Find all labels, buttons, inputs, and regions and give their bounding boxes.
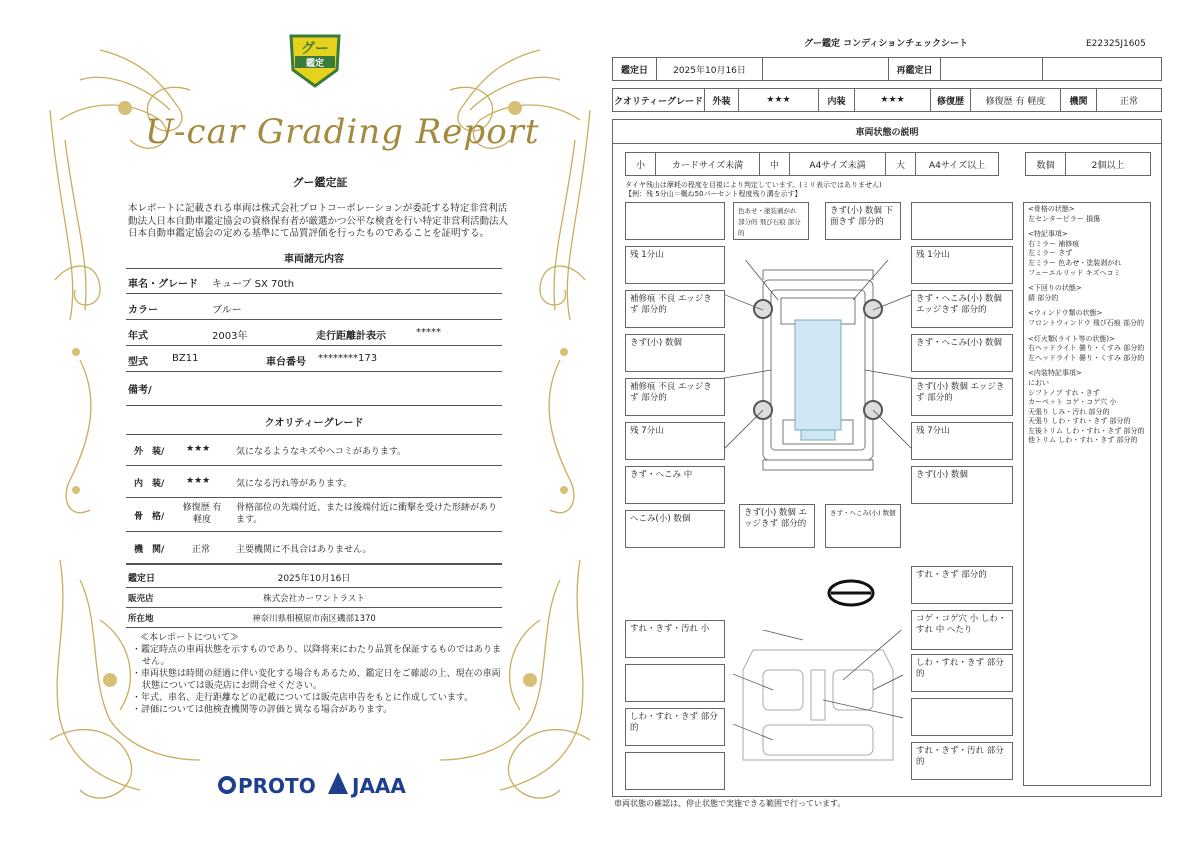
side-note: 天張り しみ・汚れ 部分的 bbox=[1028, 407, 1110, 416]
sheet-date-value: 2025年10月16日 bbox=[657, 58, 763, 80]
emblem-text: グー bbox=[301, 41, 329, 57]
side-note: フロントウィンドウ 飛び石痕 部分的 bbox=[1028, 318, 1145, 327]
dealer-label: 販売店 bbox=[128, 594, 154, 604]
sheet-date-label: 鑑定日 bbox=[613, 58, 657, 80]
interior-box-5: しわ・すれ・きず 部分的 bbox=[625, 708, 725, 746]
spec-row-color bbox=[126, 294, 502, 320]
tire-front-right: 残 1分山 bbox=[911, 246, 1013, 284]
interior-desc: 気になる汚れ等があります。 bbox=[236, 479, 353, 489]
note-item: ・年式、車名、走行距離などの記載については販売店申告をもとに作成しています。 bbox=[132, 693, 474, 703]
side-note: シフトノブ すれ・きず bbox=[1028, 388, 1100, 397]
note-item: ・車両状態は時間の経過に伴い変化する場合もあるため、鑑定日をご確認の上、現在の車両状態については販売店にお問合せください。 bbox=[132, 669, 501, 691]
year-label: 年式 bbox=[128, 331, 148, 342]
frame-label: 骨 格/ bbox=[134, 512, 165, 522]
legend-large: 大 bbox=[886, 153, 916, 175]
interior-stars: ★★★ bbox=[186, 476, 211, 486]
interior-box-8: すれ・きず・汚れ 部分的 bbox=[911, 742, 1013, 780]
spec-row-type bbox=[126, 346, 502, 372]
side-note: カーペット コゲ・コゲ穴 小 bbox=[1028, 398, 1117, 407]
annotation-rear-1: きず(小) 数個 エッジきず 部分的 bbox=[739, 504, 815, 548]
type-label: 型式 bbox=[128, 357, 148, 368]
engine-grade: 正常 bbox=[192, 545, 211, 555]
jaaa-logo-icon bbox=[328, 772, 348, 794]
address-label: 所在地 bbox=[128, 614, 154, 624]
steering-wheel-icon bbox=[825, 578, 877, 608]
grade-row-engine bbox=[126, 532, 502, 564]
engine-label: 機 関/ bbox=[134, 545, 165, 555]
tire-rear-right: 残 7分山 bbox=[911, 422, 1013, 460]
side-note: 他トリム しわ・すれ・きず 部分的 bbox=[1028, 436, 1138, 445]
grade-row-frame bbox=[126, 498, 502, 532]
side-note: <特記事項> bbox=[1028, 230, 1068, 239]
model-label: 車名・グレード bbox=[128, 279, 198, 290]
car-interior-diagram bbox=[733, 630, 903, 770]
color-value: ブルー bbox=[212, 305, 242, 316]
interior-box-3 bbox=[625, 664, 725, 702]
jaaa-logo: JAAA bbox=[352, 774, 406, 798]
proto-logo: PROTO bbox=[238, 774, 316, 798]
date-label: 鑑定日 bbox=[128, 574, 156, 584]
interior-label: 内 装/ bbox=[134, 479, 165, 489]
annotation-left-3: 補修痕 不良 エッジきず 部分的 bbox=[625, 378, 725, 416]
address-value: 神奈川県相模原市南区磯部1370 bbox=[252, 614, 376, 624]
side-note: <下回りの状態> bbox=[1028, 284, 1082, 293]
chassis-label: 車台番号 bbox=[266, 357, 306, 368]
type-value: BZ11 bbox=[172, 353, 199, 364]
model-value: キューブ SX 70th bbox=[212, 279, 295, 290]
int-label: 内装 bbox=[819, 89, 855, 111]
side-note: 左ヘッドライト 曇り・くすみ 部分的 bbox=[1028, 353, 1145, 362]
footer-note: 車両状態の確認は、停止状態で実施できる範囲で行っています。 bbox=[614, 799, 846, 808]
interior-box-7 bbox=[625, 752, 725, 790]
car-top-diagram bbox=[723, 260, 933, 480]
annotation-rear-2: きず・へこみ(小) 数個 bbox=[825, 504, 901, 548]
date-value: 2025年10月16日 bbox=[277, 574, 351, 584]
info-row-address bbox=[126, 608, 502, 628]
grading-report bbox=[40, 20, 600, 840]
blank-cell bbox=[763, 58, 889, 80]
engine-label: 機関 bbox=[1061, 89, 1097, 111]
exterior-stars: ★★★ bbox=[186, 444, 211, 454]
date-row bbox=[612, 57, 1162, 81]
side-note: 右ミラー 補修痕 bbox=[1028, 239, 1080, 248]
report-title: U-car Grading Report bbox=[145, 112, 540, 152]
interior-box-6 bbox=[911, 698, 1013, 736]
sheet-title: グー鑑定 コンディションチェックシート bbox=[804, 39, 968, 49]
remarks-label: 備考/ bbox=[128, 385, 152, 396]
tire-note: タイヤ残山は摩耗の程度を目視により判定しています。(ミリ表示ではありません) bbox=[625, 181, 882, 189]
cond-heading: 車両状態の説明 bbox=[613, 120, 1161, 144]
side-note: <骨格の状態> bbox=[1028, 205, 1075, 213]
frame-desc: 骨格部位の先端付近、または後端付近に衝撃を受けた形跡があります。 bbox=[236, 503, 498, 525]
quality-row bbox=[612, 88, 1162, 112]
note-item: ・評価については他検査機関等の評価と異なる場合があります。 bbox=[132, 705, 393, 715]
grade-row-exterior bbox=[126, 434, 502, 466]
spec-row-year bbox=[126, 320, 502, 346]
annotation-left-5: へこみ(小) 数個 bbox=[625, 510, 725, 548]
report-notes bbox=[128, 632, 508, 716]
side-note: 錆 部分的 bbox=[1028, 293, 1059, 302]
condition-check-sheet bbox=[606, 30, 1166, 820]
info-row-date bbox=[126, 564, 502, 588]
condition-panel bbox=[612, 119, 1162, 797]
year-value: 2003年 bbox=[212, 331, 248, 342]
annotation-left-2: きず(小) 数個 bbox=[625, 334, 725, 372]
cert-text: 本レポートに記載される車両は株式会社プロトコーポレーションが委託する特定非営利活動法人日本自動車鑑定協会の資格保有者が厳選かつ公平な検査を行い特定非営利活動法人日本自動車鑑定協会の定める基準にて品質評価を行ったものであることを証明する。 bbox=[128, 203, 509, 239]
ext-label: 外装 bbox=[705, 89, 739, 111]
side-note: 天張り しわ・すれ・きず 部分的 bbox=[1028, 417, 1131, 426]
repair-value: 修復歴 有 軽度 bbox=[971, 89, 1061, 111]
side-note: <灯火類(ライト等の状態)> bbox=[1028, 334, 1115, 343]
annotation-right-2: きず・へこみ(小) 数個 bbox=[911, 334, 1013, 372]
emblem-subtext: 鑑定 bbox=[305, 59, 324, 69]
tire-rear-left: 残 7分山 bbox=[625, 422, 725, 460]
interior-box-2: コゲ・コゲ穴 小 しわ・すれ 中 へたり bbox=[911, 610, 1013, 650]
goo-kantei-emblem bbox=[287, 30, 343, 90]
size-legend bbox=[625, 152, 999, 176]
side-note: <内装特記事項> bbox=[1028, 369, 1082, 378]
info-row-dealer bbox=[126, 588, 502, 608]
ext-stars: ★★★ bbox=[739, 89, 819, 111]
proto-logo-icon bbox=[218, 776, 236, 794]
re-date-value bbox=[941, 58, 1043, 80]
chassis-value: ********173 bbox=[318, 353, 378, 364]
cert-heading: グー鑑定証 bbox=[292, 176, 348, 189]
re-date-label: 再鑑定日 bbox=[889, 58, 941, 80]
interior-box-4: しわ・すれ・きず 部分的 bbox=[911, 654, 1013, 692]
color-label: カラー bbox=[128, 305, 158, 316]
tire-front-left: 残 1分山 bbox=[625, 246, 725, 284]
count-label: 数個 bbox=[1026, 153, 1066, 175]
engine-value: 正常 bbox=[1119, 96, 1138, 107]
side-notes bbox=[1023, 202, 1151, 786]
dealer-value: 株式会社カーワントラスト bbox=[263, 594, 365, 604]
side-note: 右ヘッドライト 曇り・くすみ 部分的 bbox=[1028, 344, 1145, 353]
qg-label: クオリティーグレード bbox=[613, 89, 705, 111]
side-note: 左ミラー きず bbox=[1028, 249, 1073, 258]
side-note: 左ミラー 色あせ・塗装剥がれ bbox=[1028, 258, 1122, 267]
note-item: ・鑑定時点の車両状態を示すものであり、以降将来にわたり品質を保証するものではありません。 bbox=[132, 645, 502, 667]
notes-heading: ≪本レポートについて≫ bbox=[140, 633, 239, 643]
exterior-label: 外 装/ bbox=[134, 447, 165, 457]
annotation-box-b2: 色あせ・塗装剥がれ 部分的 飛び石痕 部分的 bbox=[733, 202, 809, 240]
count-value: 2個以上 bbox=[1091, 160, 1125, 171]
annotation-left-1: 補修痕 不良 エッジきず 部分的 bbox=[625, 290, 725, 328]
sheet-id: E22325J1605 bbox=[1086, 39, 1146, 49]
annotation-box-b4 bbox=[911, 202, 1013, 240]
exterior-desc: 気になるようなキズやヘコミがあります。 bbox=[236, 447, 407, 457]
annotation-right-1: きず・へこみ(小) 数個 エッジきず 部分的 bbox=[911, 290, 1013, 328]
annotation-right-4: きず(小) 数個 bbox=[911, 466, 1013, 504]
steering-annotation: すれ・きず 部分的 bbox=[911, 566, 1013, 604]
annotation-box-b3: きず(小) 数個 下面きず 部分的 bbox=[825, 202, 901, 240]
repair-label: 修復歴 bbox=[931, 89, 971, 111]
interior-box-1: すれ・きず・汚れ 小 bbox=[625, 620, 725, 658]
mileage-label: 走行距離計表示 bbox=[316, 331, 386, 342]
int-stars: ★★★ bbox=[855, 89, 931, 111]
side-note: 左センターピラー 損傷 bbox=[1028, 214, 1100, 223]
spec-row-model bbox=[126, 268, 502, 294]
tire-example: 【例：残 5分山＝概ね50パーセント程度残り溝を示す】 bbox=[625, 190, 802, 198]
side-note: フューエルリッド キズへコミ bbox=[1028, 268, 1121, 277]
count-legend bbox=[1025, 152, 1151, 176]
annotation-box-b1 bbox=[625, 202, 725, 240]
annotation-left-4: きず・へこみ 中 bbox=[625, 466, 725, 504]
legend-medium: 中 bbox=[760, 153, 790, 175]
legend-small-desc: カードサイズ未満 bbox=[656, 153, 760, 175]
legend-medium-desc: A4サイズ未満 bbox=[790, 153, 886, 175]
side-note: におい bbox=[1028, 378, 1049, 387]
legend-small: 小 bbox=[626, 153, 656, 175]
quality-heading: クオリティーグレード bbox=[264, 418, 364, 429]
grade-row-interior bbox=[126, 466, 502, 498]
legend-large-desc: A4サイズ以上 bbox=[928, 160, 986, 171]
side-note: 左後トリム しわ・すれ・きず 部分的 bbox=[1028, 426, 1145, 435]
mileage-value: ***** bbox=[416, 327, 441, 338]
annotation-right-3: きず(小) 数個 エッジきず 部分的 bbox=[911, 378, 1013, 416]
frame-grade: 修復歴 有 軽度 bbox=[182, 503, 222, 525]
engine-desc: 主要機関に不具合はありません。 bbox=[236, 545, 372, 555]
specs-heading: 車両諸元内容 bbox=[284, 254, 344, 265]
side-note: <ウィンドウ類の状態> bbox=[1028, 309, 1103, 318]
spec-row-remarks bbox=[126, 372, 502, 406]
